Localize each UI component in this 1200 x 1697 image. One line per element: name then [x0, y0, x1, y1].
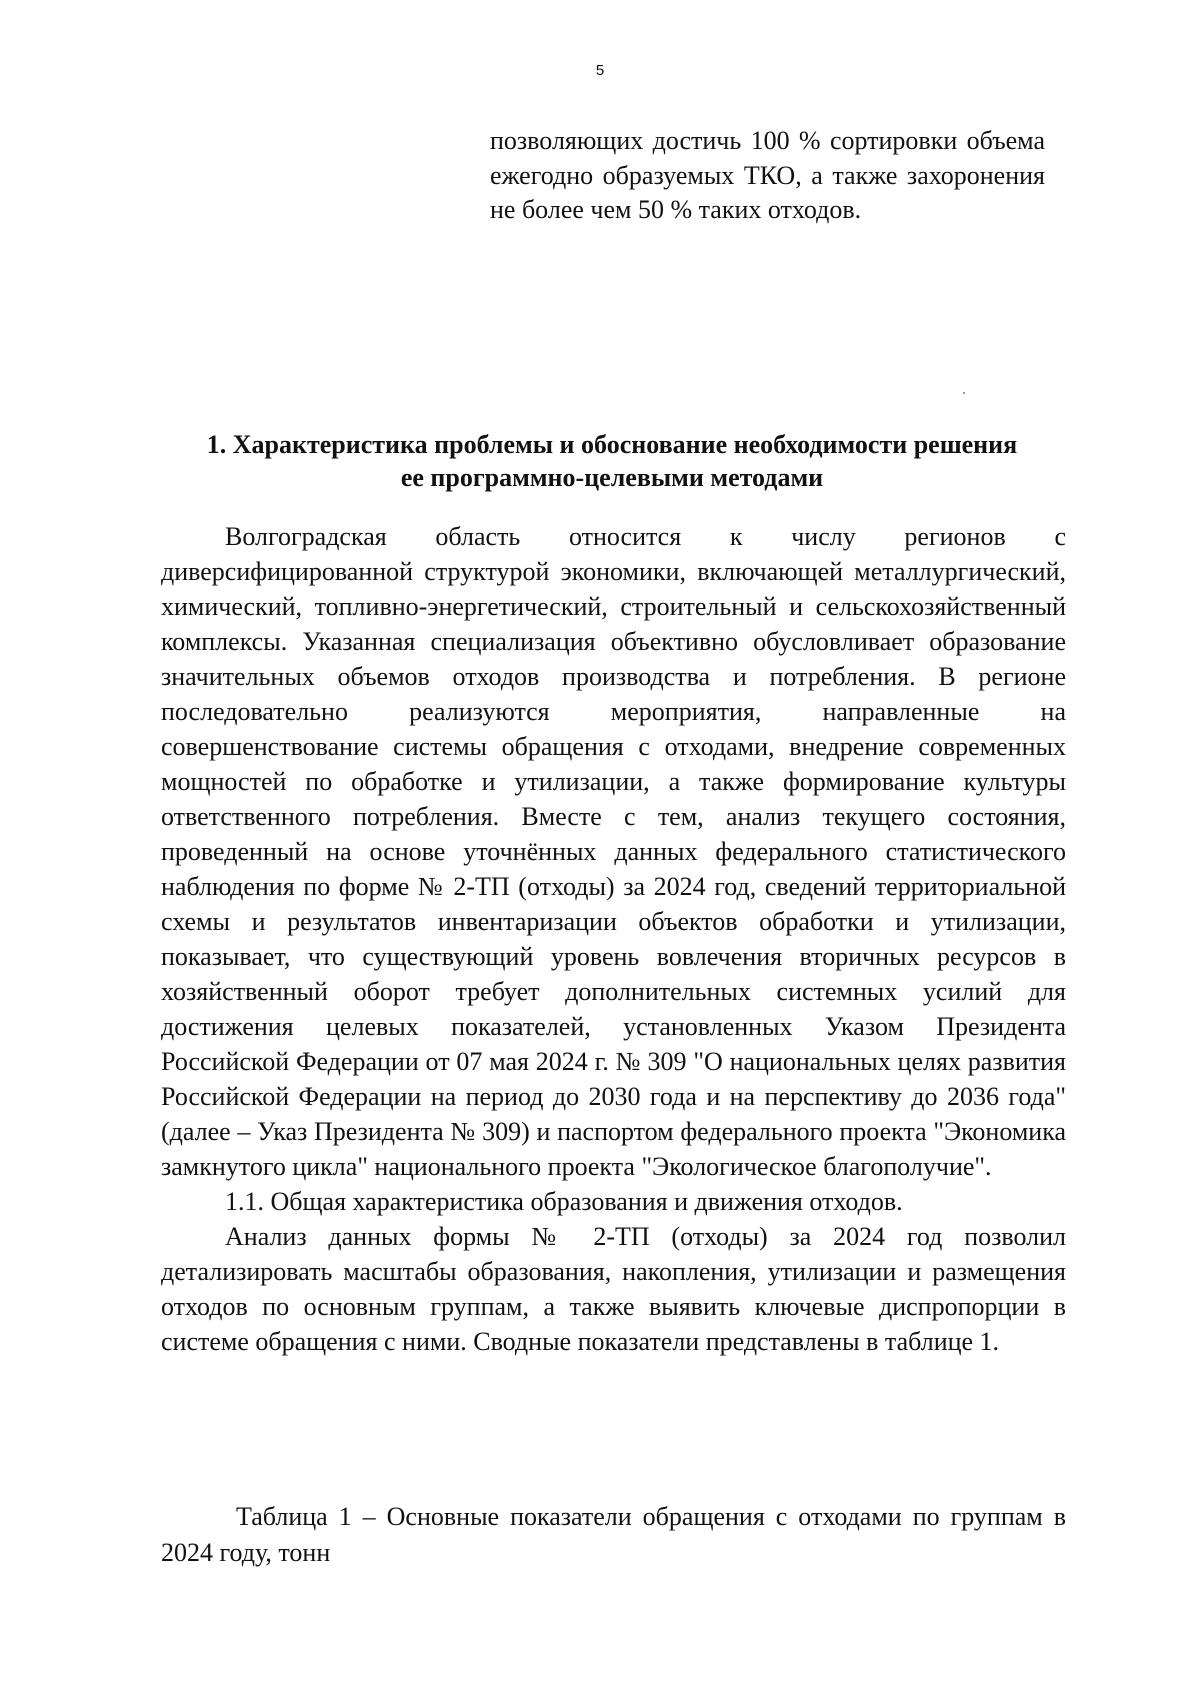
section-heading-line-1: 1. Характеристика проблемы и обоснование необходимости решения: [206, 430, 1018, 459]
scan-speck: [963, 392, 965, 394]
paragraph-analysis: Анализ данных формы № 2-ТП (отходы) за 2024 год позволил детализировать масштабы образования, накопления, утилизации и размещения отходов по основным группам, а также выявить ключевые диспропорции в системе обращения с ними. Сводные показатели представлены в таблице 1.: [161, 1222, 1066, 1356]
page-number: 5: [595, 62, 605, 79]
paragraph-region-overview: Волгоградская область относится к числу регионов с диверсифицированной структурой экономики, включающей металлургический, химический, топливно-энергетический, строительный и сельскохозяйственный комплексы. Указанная специализация объективно обусловливает образование значительных объемов отходов производства и потребления. В регионе последовательно реализуются мероприятия, направленные на совершенствование системы обращения с отходами, внедрение современных мощностей по обработке и утилизации, а также формирование культуры ответственного потребления. Вместе с тем, анализ текущего состояния, проведенный на основе уточнённых данных федерального статистического наблюдения по форме № 2-ТП (отходы) за 2024 год, сведений территориальной схемы и результатов инвентаризации объектов обработки и утилизации, показывает, что существующий уровень вовлечения вторичных ресурсов в хозяйственный оборот требует дополнительных системных усилий для достижения целевых показателей, установленных Указом Президента Российской Федерации от 07 мая 2024 г. № 309 "О национальных целях развития Российской Федерации на период до 2030 года и на перспективу до 2036 года" (далее – Указ Президента № 309) и паспортом федерального проекта "Экономика замкнутого цикла" национального проекта "Экологическое благополучие".: [161, 522, 1066, 1181]
section-heading-line-2: ее программно-целевыми методами: [400, 463, 824, 492]
subsection-title: 1.1. Общая характеристика образования и движения отходов.: [225, 1187, 903, 1216]
table-caption: Таблица 1 – Основные показатели обращения с отходами по группам в 2024 году, тонн: [161, 1502, 1066, 1567]
section-body: [161, 519, 1066, 1359]
section-heading: [162, 428, 1062, 494]
continued-paragraph: позволяющих достичь 100 % сортировки объема ежегодно образуемых ТКО, а также захоронения не более чем 50 % таких отходов.: [490, 126, 1045, 224]
